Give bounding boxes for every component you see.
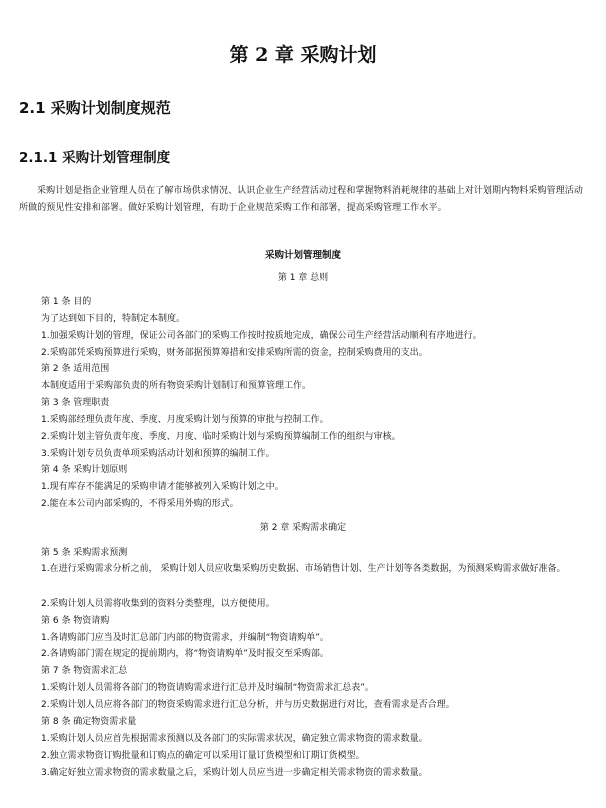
article8-item2: 2.独立需求物资订购批量和订购点的确定可以采用订量订货模型和订期订货模型。 bbox=[41, 751, 365, 761]
article6-item2: 2.各请购部门需在规定的提前期内，将“物资请购单”及时报交至采购部。 bbox=[41, 649, 329, 659]
article2-title: 第 2 条 适用范围 bbox=[41, 364, 110, 374]
article5-item2: 2.采购计划人员需将收集到的资料分类整理，以方便使用。 bbox=[41, 599, 275, 609]
section-title: 2.1 采购计划制度规范 bbox=[19, 99, 171, 117]
article8-title: 第 8 条 确定物资需求量 bbox=[41, 717, 137, 727]
chapter-title: 第 2 章 采购计划 bbox=[229, 44, 377, 66]
article5-title: 第 5 条 采购需求预测 bbox=[41, 548, 128, 558]
article3-item1: 1.采购部经理负责年度、季度、月度采购计划与预算的审批与控制工作。 bbox=[41, 415, 329, 425]
chapter1-heading: 第 1 章 总则 bbox=[277, 273, 329, 283]
article7-title: 第 7 条 物资需求汇总 bbox=[41, 666, 128, 676]
article6-title: 第 6 条 物资请购 bbox=[41, 616, 110, 626]
subsection-title: 2.1.1 采购计划管理制度 bbox=[19, 150, 171, 166]
article6-item1: 1.各请购部门应当及时汇总部门内部的物资需求，并编制“物资请购单”。 bbox=[41, 633, 329, 643]
article3-title: 第 3 条 管理职责 bbox=[41, 398, 110, 408]
article1-title: 第 1 条 目的 bbox=[41, 297, 92, 307]
article4-item2: 2.能在本公司内部采购的，不得采用外购的形式。 bbox=[41, 499, 239, 509]
article7-item2: 2.采购计划人员应将各部门的物资采购需求进行汇总分析，并与历史数据进行对比，查看需求是否合理。 bbox=[41, 700, 455, 710]
article7-item1: 1.采购计划人员需将各部门的物资请购需求进行汇总并及时编制“物资需求汇总表”。 bbox=[41, 683, 374, 693]
chapter2-heading: 第 2 章 采购需求确定 bbox=[259, 523, 347, 533]
article2-text: 本制度适用于采购部负责的所有物资采购计划制订和预算管理工作。 bbox=[41, 381, 312, 391]
intro-paragraph: 采购计划是指企业管理人员在了解市场供求情况、认识企业生产经营活动过程和掌握物料消耗规律的基础上对计划期内物料采购管理活动所做的预见性安排和部署。做好采购计划管理，有助于企业规范采购工作和部署，提高采购管理工作水平。 bbox=[19, 186, 584, 214]
article8-item1: 1.采购计划人员应首先根据需求预测以及各部门的实际需求状况，确定独立需求物资的需求数量。 bbox=[41, 734, 428, 744]
article4-title: 第 4 条 采购计划原则 bbox=[41, 465, 128, 475]
doc-title: 采购计划管理制度 bbox=[264, 250, 341, 261]
article5-item1: 1.在进行采购需求分析之前， 采购计划人员应收集采购历史数据、市场销售计划、生产计划等各类数据，为预测采购需求做好准备。 bbox=[41, 564, 566, 574]
article4-item1: 1.现有库存不能满足的采购申请才能够被列入采购计划之中。 bbox=[41, 482, 284, 492]
article1-item1: 1.加强采购计划的管理，保证公司各部门的采购工作按时按质地完成，确保公司生产经营活动顺利有序地进行。 bbox=[41, 331, 482, 341]
article1-intro: 为了达到如下目的，特制定本制度。 bbox=[41, 314, 186, 324]
article3-item2: 2.采购计划主管负责年度、季度、月度、临时采购计划与采购预算编制工作的组织与审核。 bbox=[41, 432, 401, 442]
article1-item2: 2.采购部凭采购预算进行采购，财务部据预算筹措和安排采购所需的资金，控制采购费用的支出。 bbox=[41, 348, 428, 358]
article3-item3: 3.采购计划专员负责单项采购活动计划和预算的编制工作。 bbox=[41, 449, 275, 459]
article8-item3: 3.确定好独立需求物资的需求数量之后，采购计划人员应当进一步确定相关需求物资的需求数量。 bbox=[41, 768, 428, 778]
